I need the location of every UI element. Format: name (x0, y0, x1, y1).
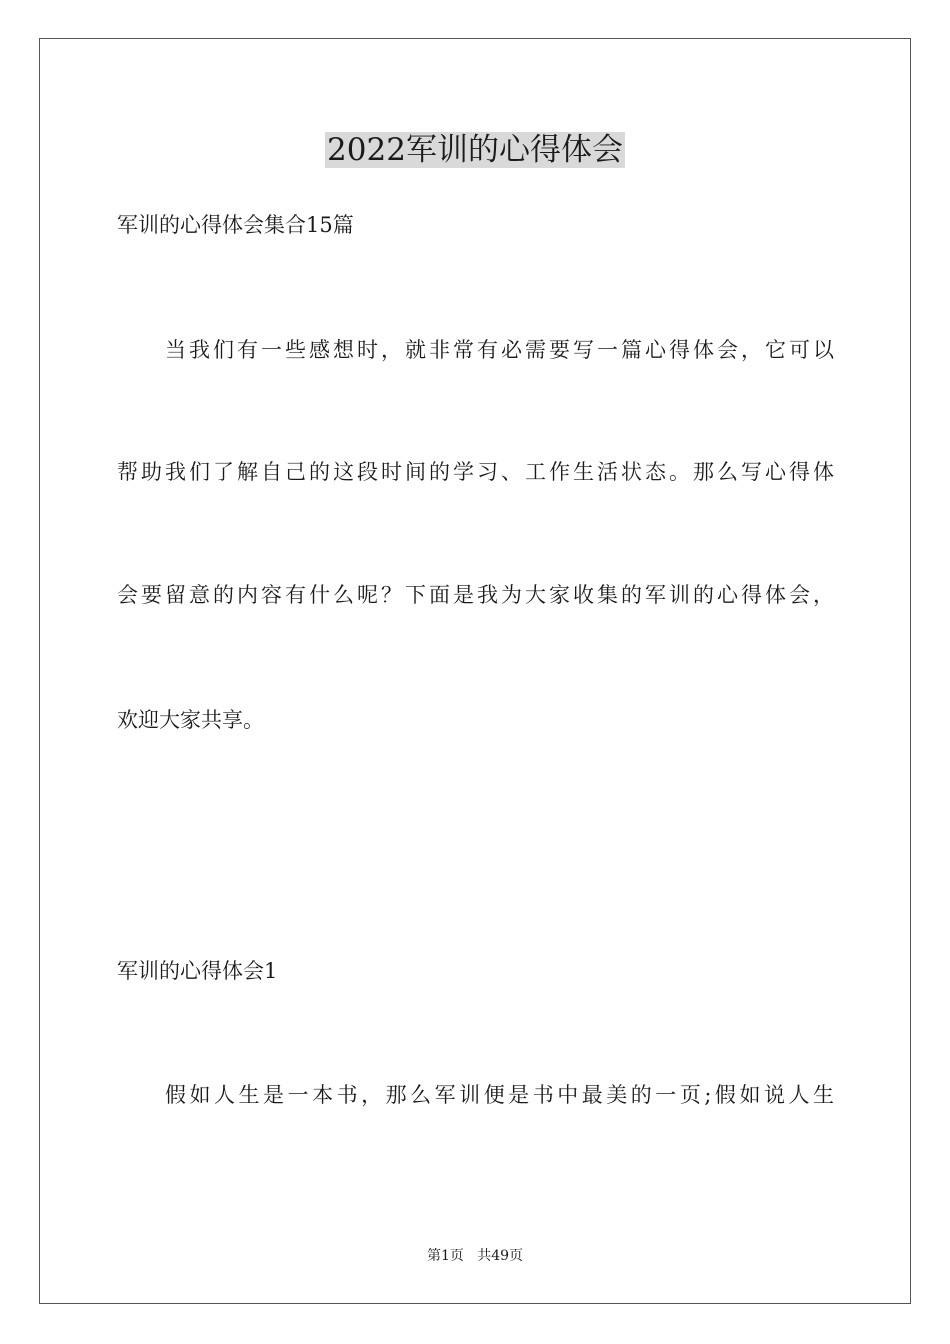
section-paragraph-line-1: 假如人生是一本书，那么军训便是书中最美的一页;假如说人生 (165, 1083, 834, 1107)
intro-line-1: 当我们有一些感想时，就非常有必需要写一篇心得体会，它可以 (165, 338, 834, 362)
intro-line-2: 帮助我们了解自己的这段时间的学习、工作生活状态。那么写心得体 (117, 460, 834, 484)
document-title-text: 2022军训的心得体会 (327, 132, 623, 168)
section-heading: 军训的心得体会1 (117, 959, 278, 983)
intro-line-3: 会要留意的内容有什么呢？下面是我为大家收集的军训的心得体会， (117, 583, 834, 607)
document-subtitle: 军训的心得体会集合15篇 (117, 213, 354, 237)
intro-line-4: 欢迎大家共享。 (117, 708, 264, 732)
document-title (0, 128, 950, 172)
page-number-footer: 第1页 共49页 (426, 1248, 524, 1264)
